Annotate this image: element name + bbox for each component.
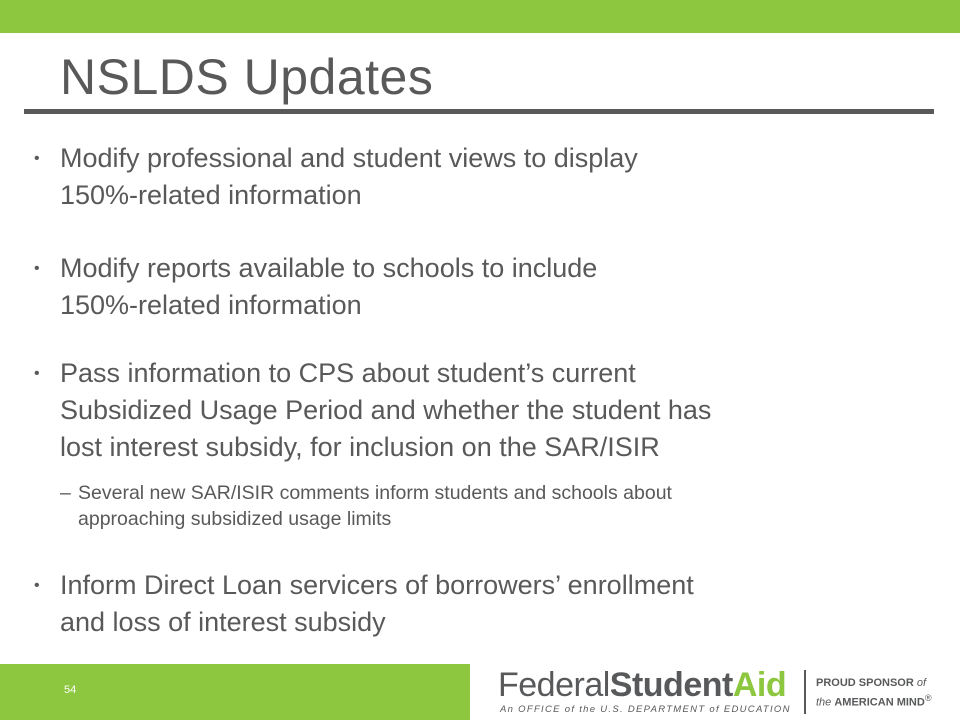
bullet-text-line: Pass information to CPS about student’s current — [60, 358, 636, 388]
logo-student-text: Student — [609, 666, 733, 704]
sub-bullet-text-line: Several new SAR/ISIR comments inform students and schools about — [78, 482, 672, 504]
bullet-text-line: Subsidized Usage Period and whether the student has — [60, 395, 712, 425]
bullet-text-line: Modify professional and student views to display — [60, 143, 638, 173]
sponsor-american-mind: AMERICAN MIND — [834, 696, 925, 709]
bullet-marker: • — [34, 260, 40, 277]
slide-title: NSLDS Updates — [60, 49, 434, 105]
sponsor-the: the — [816, 696, 835, 709]
page-number: 54 — [64, 684, 77, 696]
registered-mark: ® — [924, 693, 932, 703]
logo-wordmark — [498, 666, 786, 705]
logo-divider — [804, 670, 806, 714]
bullet-item — [32, 140, 638, 214]
bullet-marker: • — [34, 577, 40, 594]
bullet-text-line: Inform Direct Loan servicers of borrowers’ enrollment — [60, 570, 694, 600]
bullet-text-line: 150%-related information — [60, 290, 362, 320]
title-underline — [24, 109, 934, 114]
bullet-item — [32, 250, 597, 324]
logo-federal-text: Federal — [498, 666, 610, 704]
bullet-text-line: Modify reports available to schools to include — [60, 253, 598, 283]
bullet-text-line: lost interest subsidy, for inclusion on the SAR/ISIR — [60, 432, 660, 462]
bullet-marker: • — [34, 150, 40, 167]
top-accent-bar — [0, 0, 960, 33]
sponsor-proud: PROUD SPONSOR — [816, 677, 917, 689]
sub-bullet-item — [60, 480, 928, 532]
bullet-text-line: 150%-related information — [60, 180, 362, 210]
sponsor-line-1 — [816, 676, 932, 691]
footer-green-band — [0, 664, 470, 720]
sponsor-line-2 — [816, 691, 932, 711]
slide-footer — [0, 664, 960, 720]
bullet-marker: • — [34, 365, 40, 382]
logo-aid-text: Aid — [732, 666, 787, 704]
sub-bullet-text-line: approaching subsidized usage limits — [78, 508, 392, 530]
sub-bullet-marker: – — [60, 482, 71, 504]
logo-tagline: An OFFICE of the U.S. DEPARTMENT of EDUCATION — [500, 704, 791, 715]
bullet-item — [32, 355, 711, 466]
bullet-text-line: and loss of interest subsidy — [60, 607, 386, 637]
fsa-logo — [498, 664, 948, 720]
sponsor-of: of — [916, 677, 927, 689]
bullet-item — [32, 567, 694, 641]
sponsor-text — [816, 676, 932, 711]
